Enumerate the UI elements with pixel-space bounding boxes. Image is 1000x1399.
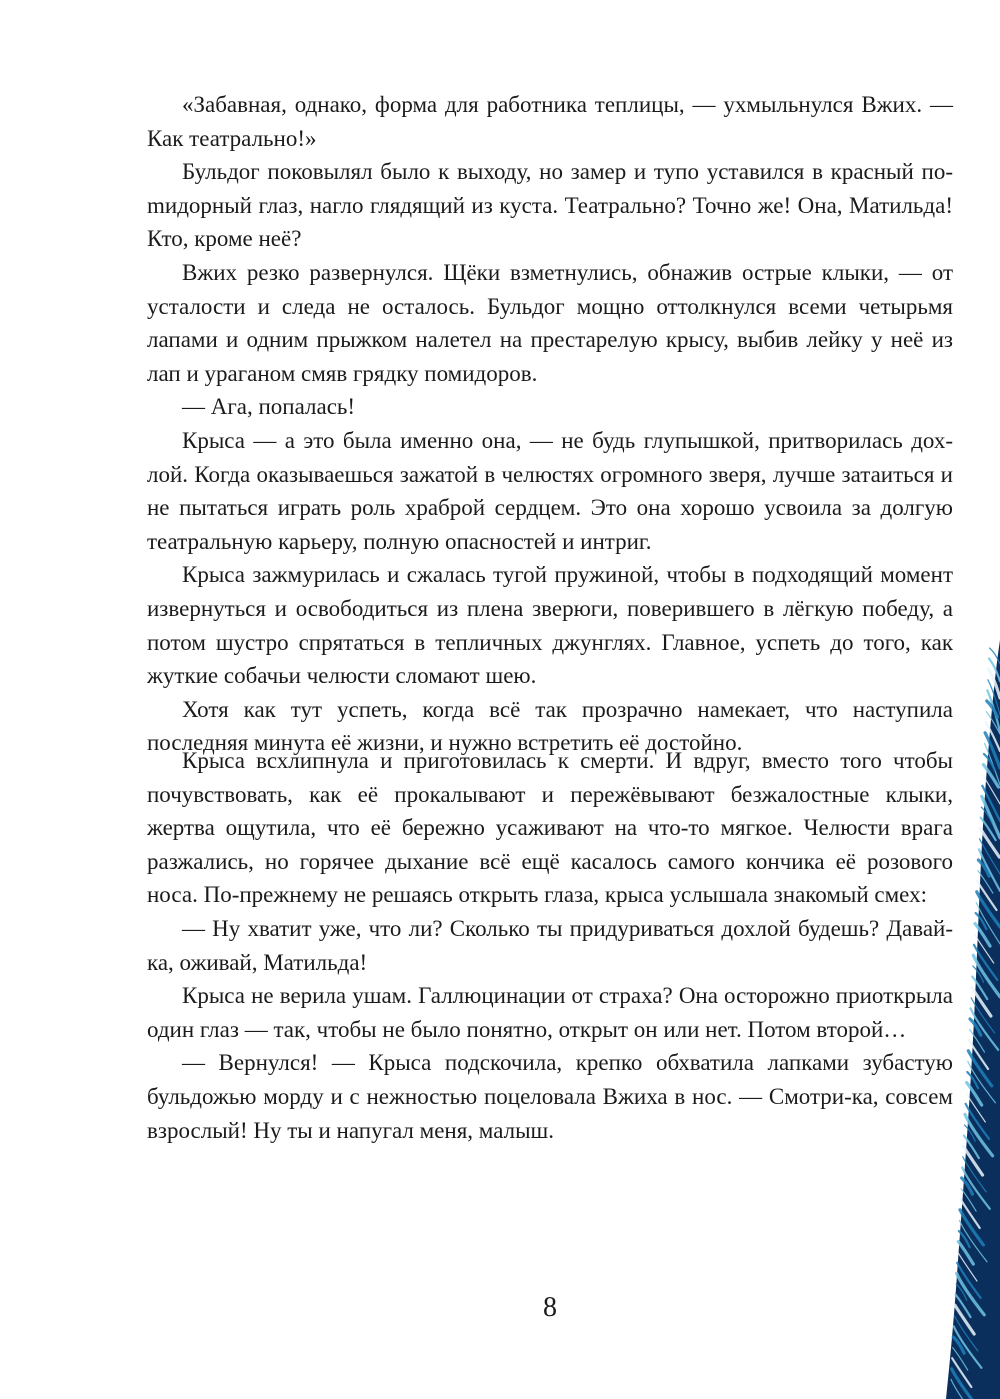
paragraph: Хотя как тут успеть, когда всё так прозрачно намекает, что наступила последняя минута её жизни, и нужно встретить её достойно. (147, 696, 953, 756)
illustration-base-shape (946, 640, 1000, 1399)
paragraph: «Забавная, однако, форма для работника теплицы, — ухмыльнулся Вжих. — Как театрально!» (147, 92, 953, 151)
paragraph: Крыса не верила ушам. Галлюцинации от страха? Она осторожно приоткрыла один глаз — так, чтобы не было понятно, открыт он или нет. Потом второй… (147, 983, 953, 1042)
text-section-1 (147, 88, 953, 760)
paragraph: Вжих резко развернулся. Щёки взметнулись, обнажив острые клыки, — от усталости и следа не осталось. Бульдог мощно оттолкнулся всеми четырьмя лапами и одним прыжком налетел на престарелую крысу, выбив лейку у неё из лап и ураганом смяв грядку помидоров. (147, 259, 953, 386)
paragraph: — Вернулся! — Крыса подскочила, крепко обхватила лапками зубастую бульдожью морду и с нежностью поцеловала Вжиха в нос. — Смотри-ка, совсем взрослый! Ну ты и напугал меня, малыш. (147, 1050, 953, 1143)
paragraph: Крыса — а это была именно она, — не будь глупышкой, притворилась дохлой. Когда оказываешься зажатой в челюстях огромного зверя, лучше затаиться и не пытаться играть роль храброй сердцем. Это она хорошо усвоила за долгую театральную карьеру, полную опасностей и интриг. (147, 427, 953, 554)
text-section-2 (147, 744, 953, 1147)
paragraph: — Ага, попалась! (182, 394, 356, 420)
paragraph: Крыса всхлипнула и приготовилась к смерти. И вдруг, вместо того чтобы почувствовать, как её прокалывают и пережёвывают безжалостные клыки, жертва ощутила, что её бережно усаживают на что-то мягкое. Челюсти врага разжались, но горячее дыхание всё ещё касалось самого кончика её розового носа. По-прежнему не решаясь открыть глаза, крыса услышала знакомый смех: (147, 748, 953, 908)
feather-illustration (920, 640, 1000, 1399)
paragraph: Бульдог поковылял было к выходу, но замер и тупо уставился в красный поmидорный глаз, нагло глядящий из куста. Театрально? Точно же! Она, Матильда! Кто, кроме неё? (147, 159, 953, 252)
paragraph: Крыса зажмурилась и сжалась тугой пружиной, чтобы в подходящий момент извернуться и освободиться из плена зверюги, поверившего в лёгкую победу, а потом шустро спрятаться в тепличных джунглях. Главное, успеть до того, как жуткие собачьи челюсти сломают шею. (147, 562, 953, 689)
paragraph: — Ну хватит уже, что ли? Сколько ты придуриваться дохлой будешь? Давай-ка, оживай, Матильда! (147, 915, 953, 975)
page-number: 8 (543, 1292, 557, 1323)
